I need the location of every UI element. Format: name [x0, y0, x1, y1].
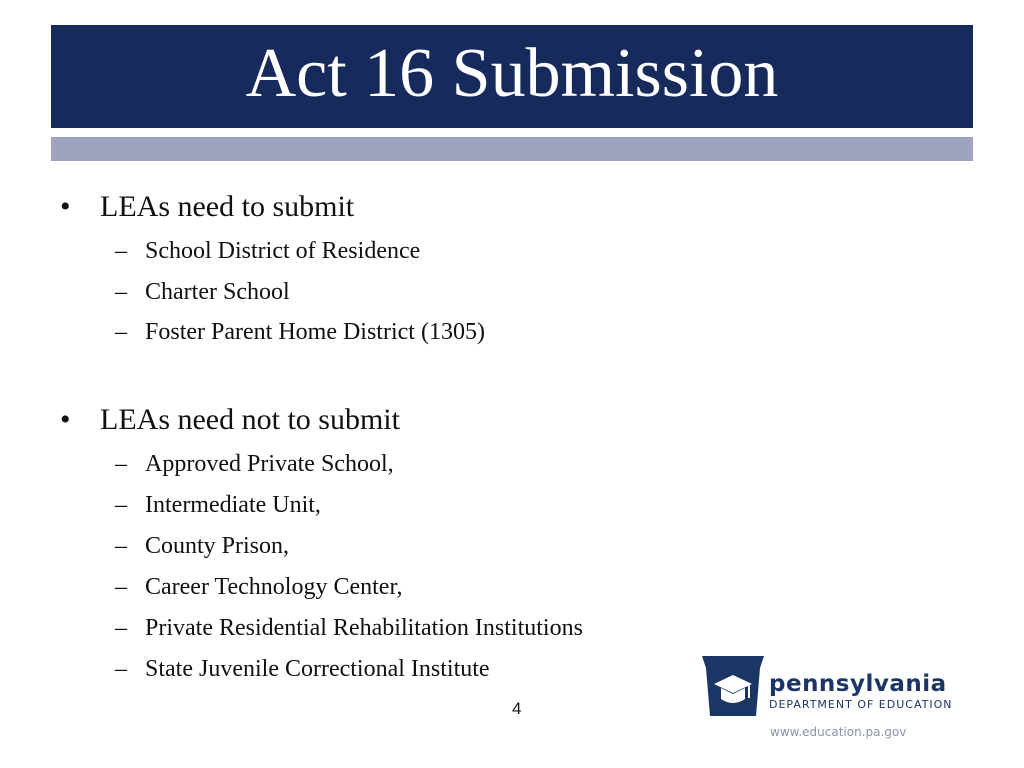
keystone-logo-icon: [700, 654, 766, 718]
dash: –: [115, 492, 127, 518]
sub-item-text: Intermediate Unit,: [145, 492, 321, 518]
title-underbar: [51, 137, 973, 161]
logo-name: pennsylvania: [769, 671, 947, 697]
title-bar: [51, 25, 973, 128]
page-number: 4: [512, 699, 522, 718]
dash: –: [115, 615, 127, 641]
sub-item: [115, 280, 290, 304]
bullet-dot: •: [60, 190, 71, 223]
dash: –: [115, 656, 127, 682]
dash: –: [115, 533, 127, 559]
sub-item: [115, 239, 420, 263]
bullet-item: [60, 405, 400, 435]
sub-item-text: Approved Private School,: [145, 451, 394, 477]
logo-subtitle: DEPARTMENT OF EDUCATION: [769, 698, 953, 711]
dash: –: [115, 279, 127, 305]
dash: –: [115, 319, 127, 345]
sub-item-text: State Juvenile Correctional Institute: [145, 656, 490, 682]
sub-item-text: Foster Parent Home District (1305): [145, 319, 485, 345]
sub-item: [115, 320, 485, 344]
bullet-heading: LEAs need to submit: [100, 190, 355, 223]
sub-item-text: School District of Residence: [145, 238, 421, 264]
bullet-heading: LEAs need not to submit: [100, 403, 400, 436]
website-url: www.education.pa.gov: [770, 725, 907, 739]
sub-item-text: Career Technology Center,: [145, 574, 403, 600]
sub-item: [115, 493, 321, 517]
bullet-dot: •: [60, 403, 71, 436]
sub-item: [115, 616, 583, 640]
dash: –: [115, 574, 127, 600]
sub-item: [115, 575, 402, 599]
sub-item-text: Charter School: [145, 279, 290, 305]
bullet-item: [60, 192, 354, 222]
sub-item-text: Private Residential Rehabilitation Institutions: [145, 615, 583, 641]
sub-item: [115, 657, 490, 681]
dash: –: [115, 451, 127, 477]
dash: –: [115, 238, 127, 264]
sub-item: [115, 534, 289, 558]
sub-item-text: County Prison,: [145, 533, 290, 559]
slide-title: Act 16 Submission: [245, 34, 779, 112]
sub-item: [115, 452, 394, 476]
